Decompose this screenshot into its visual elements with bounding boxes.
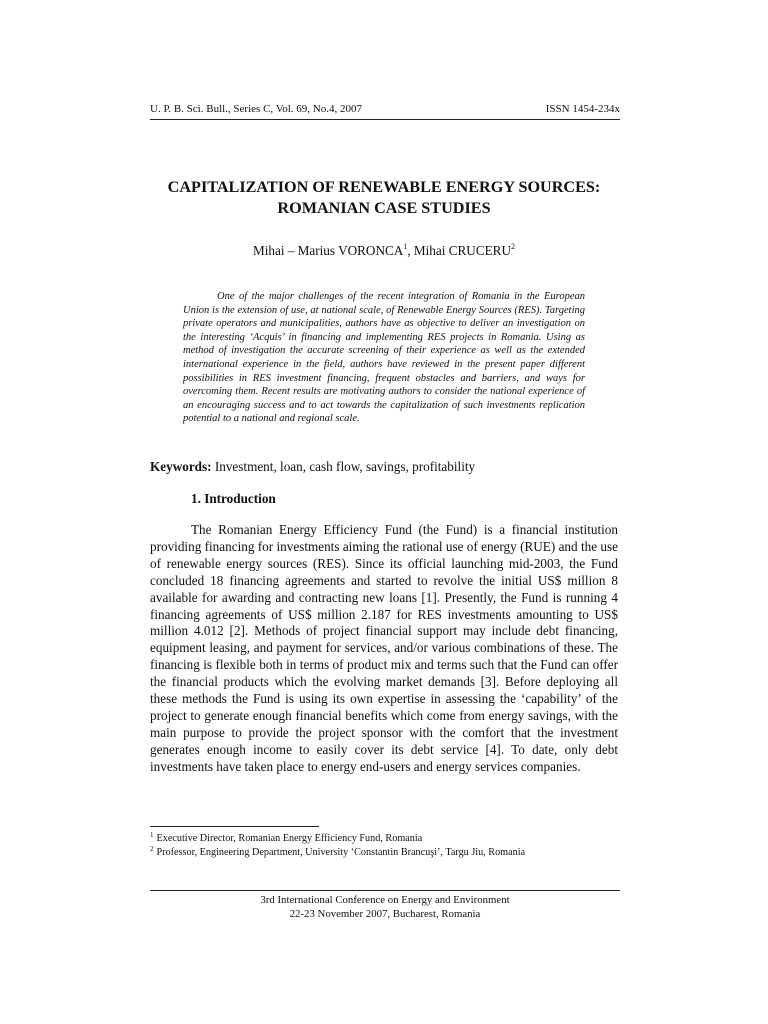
author-1-name: Mihai – Marius VORONCA	[252, 243, 404, 258]
journal-citation: U. P. B. Sci. Bull., Series C, Vol. 69, No.4, 2007	[150, 103, 362, 115]
footnote-1-mark: 1	[150, 831, 154, 839]
footnotes	[150, 832, 620, 859]
conference-footer	[150, 893, 620, 921]
paper-title-line-1: CAPITALIZATION OF RENEWABLE ENERGY SOURCES:	[167, 178, 601, 196]
footnote-1	[150, 832, 620, 846]
author-list	[100, 243, 668, 259]
footer-divider	[150, 890, 620, 891]
issn-label: ISSN 1454-234x	[545, 103, 620, 115]
paper-title-line-2: ROMANIAN CASE STUDIES	[277, 199, 491, 217]
footer-line-1: 3rd International Conference on Energy and Environment	[260, 894, 510, 906]
author-2-footnote-mark: 2	[511, 242, 515, 251]
footnote-1-text: Executive Director, Romanian Energy Efficiency Fund, Romania	[156, 833, 423, 844]
footnote-2	[150, 846, 620, 860]
keywords-label: Keywords:	[150, 459, 212, 474]
running-header	[150, 103, 620, 120]
author-separator: ,	[407, 243, 414, 258]
keywords	[150, 459, 620, 475]
footnote-2-mark: 2	[150, 844, 154, 853]
author-2-name: Mihai CRUCERU	[413, 243, 511, 258]
footnote-divider	[150, 826, 319, 827]
abstract: One of the major challenges of the recent integration of Romania in the European Union is the extension of use, at national scale, of Renewable Energy Sources (RES). Targeting private operators and municipalities, authors have as objective to deliver an investigation on the interesting ‘Acquis’ in financing and implementing RES projects in Romania. Using as method of investigation the accurate screening of their experience as well as the extended international experience in the field, authors have reviewed in the present paper different possibilities in RES investment financing, frequent obstacles and barriers, and ways for overcoming them. Recent results are motivating authors to consider the national experience of an encouraging success and to act towards the capitalization of such investments replication potential to a national and regional scale.	[183, 291, 585, 425]
author-1-footnote-mark: 1	[403, 242, 408, 251]
footnote-2-text: Professor, Engineering Department, University ‘Constantin Brancuşi’, Targu Jiu, Romania	[156, 846, 526, 858]
footer-line-2: 22-23 November 2007, Bucharest, Romania	[289, 908, 481, 920]
paper-title	[100, 177, 668, 219]
section-heading: 1. Introduction	[191, 491, 276, 506]
introduction-paragraph: The Romanian Energy Efficiency Fund (the Fund) is a financial institution providing financing for investments aiming the rational use of energy (RUE) and the use of renewable energy sources (RES). Since its official launching mid-2003, the Fund concluded 18 financing agreements and started to revolve the initial US$ million 8 available for awarding and contracting new loans [1]. Presently, the Fund is running 4 financing agreements of US$ million 2.187 for RES investments amounting to US$ million 4.012 [2]. Methods of project financial support may include debt financing, equipment leasing, and payment for services, and/or various combinations of these. The financing is flexible both in terms of product mix and terms such that the Fund can offer the financial products which the evolving market demands [3]. Before deploying all these methods the Fund is using its own expertise in assessing the ‘capability’ of the project to generate enough financial benefits which come from energy savings, with the main purpose to provide the project sponsor with the comfort that the investment generates enough income to easily cover its debt service [4]. To date, only debt investments have taken place to energy end-users and energy services companies.	[150, 522, 618, 774]
keywords-text: Investment, loan, cash flow, savings, profitability	[214, 459, 476, 474]
